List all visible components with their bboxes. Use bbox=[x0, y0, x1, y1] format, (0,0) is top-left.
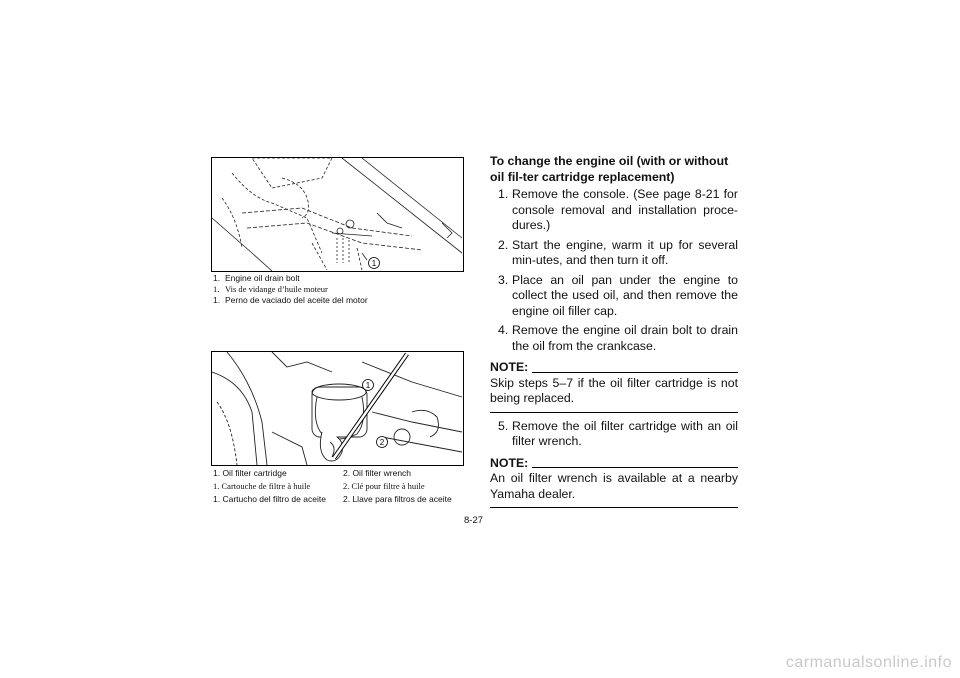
oil-filter-illustration bbox=[212, 352, 463, 465]
watermark: carmanualsonline.info bbox=[785, 654, 952, 671]
page-number: 8-27 bbox=[464, 515, 484, 526]
note-header: NOTE: bbox=[490, 456, 738, 472]
note-end-rule bbox=[490, 506, 738, 508]
step-item: 4. Remove the engine oil drain bolt to drain the oil from the crankcase. bbox=[498, 323, 738, 353]
step-item: 5. Remove the oil filter cartridge with an oil filter wrench. bbox=[498, 418, 738, 448]
callout-2: 2 bbox=[379, 438, 385, 447]
step-item: 3. Place an oil pan under the engine to collect the used oil, and then remove the engine oil filler cap. bbox=[498, 272, 738, 318]
figure1-caption bbox=[213, 273, 368, 306]
note-body: An oil filter wrench is available at a nearby Yamaha dealer. bbox=[490, 471, 738, 501]
callout-1: 1 bbox=[365, 381, 371, 390]
drain-bolt-illustration bbox=[212, 158, 463, 271]
callout-1: 1 bbox=[371, 259, 377, 268]
step-item: 2. Start the engine, warm it up for several min-utes, and then turn it off. bbox=[498, 237, 738, 267]
caption-line-en: 1. Engine oil drain bolt bbox=[213, 273, 300, 283]
note-body: Skip steps 5–7 if the oil filter cartridge is not being replaced. bbox=[490, 375, 738, 405]
note-rule bbox=[532, 467, 738, 468]
figure-engine-oil-drain-bolt bbox=[211, 157, 464, 272]
note-header: NOTE: bbox=[490, 360, 738, 376]
caption-line-fr: 1. Vis de vidange d’huile moteur bbox=[213, 284, 328, 294]
figure-oil-filter-wrench bbox=[211, 351, 464, 466]
note-end-rule bbox=[490, 411, 738, 413]
section-heading: To change the engine oil (with or without oil fil-ter cartridge replacement) bbox=[490, 154, 729, 184]
note-rule bbox=[532, 372, 738, 373]
caption-line-es: 1. Perno de vaciado del aceite del motor bbox=[213, 295, 368, 305]
instructions-column bbox=[490, 154, 738, 514]
step-item: 1. Remove the console. (See page 8-21 for console removal and installation proce-dures.) bbox=[498, 187, 738, 232]
